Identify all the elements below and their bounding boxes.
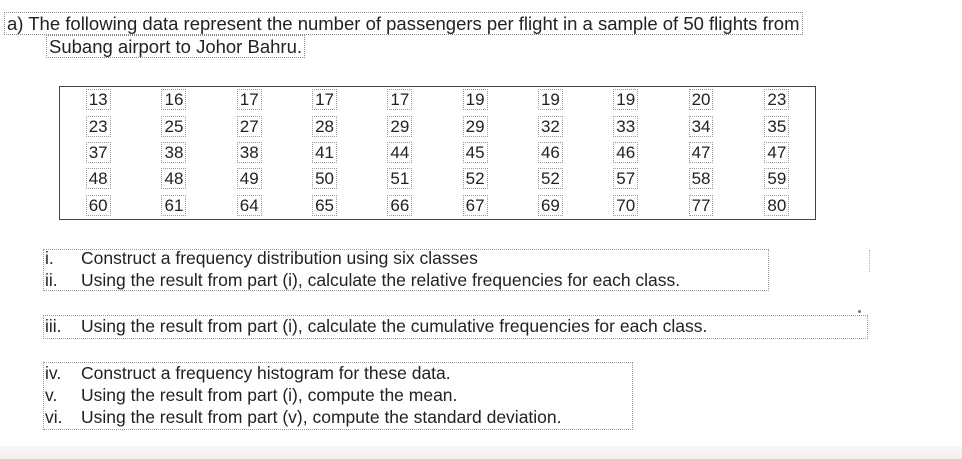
table-cell xyxy=(287,87,362,114)
cell-value: 60 xyxy=(86,195,111,216)
cell-value: 77 xyxy=(689,195,714,216)
cell-value: 17 xyxy=(237,89,262,110)
cell-value: 46 xyxy=(538,142,563,163)
cell-value: 48 xyxy=(86,168,111,189)
cell-value: 23 xyxy=(764,89,789,110)
table-cell xyxy=(287,193,362,220)
table-cell xyxy=(362,193,437,220)
question-ii: ii. Using the result from part (i), calculate the relative frequencies for each class. xyxy=(45,270,681,290)
cell-value: 69 xyxy=(538,195,563,216)
cell-value: 58 xyxy=(689,168,714,189)
table-cell xyxy=(287,166,362,192)
cell-value: 27 xyxy=(237,116,262,137)
cell-value: 67 xyxy=(463,195,488,216)
cell-value: 34 xyxy=(689,116,714,137)
intro-line-1: a) The following data represent the number of passengers per flight in a sample of 50 flights from xyxy=(4,12,803,35)
table-cell xyxy=(437,193,512,220)
table-cell xyxy=(362,166,437,192)
cell-value: 48 xyxy=(161,168,186,189)
cell-value: 17 xyxy=(387,89,412,110)
cell-value: 51 xyxy=(387,168,412,189)
cell-value: 29 xyxy=(463,116,488,137)
divider-line xyxy=(869,250,870,272)
table-cell xyxy=(136,140,211,166)
cell-value: 13 xyxy=(86,89,111,110)
table-cell xyxy=(362,140,437,166)
table-cell xyxy=(739,87,816,114)
table-row xyxy=(60,87,816,114)
cell-value: 57 xyxy=(613,168,638,189)
table-cell xyxy=(287,113,362,139)
intro-line-2: Subang airport to Johor Bahru. xyxy=(46,35,803,58)
cell-value: 64 xyxy=(237,195,262,216)
table-cell xyxy=(60,166,137,192)
cell-value: 47 xyxy=(764,142,789,163)
cell-value: 32 xyxy=(538,116,563,137)
cell-value: 59 xyxy=(764,168,789,189)
table-cell xyxy=(663,166,738,192)
table-cell xyxy=(287,140,362,166)
table-cell xyxy=(663,193,738,220)
cell-value: 35 xyxy=(764,116,789,137)
table-cell xyxy=(437,87,512,114)
cell-value: 38 xyxy=(161,142,186,163)
cell-value: 52 xyxy=(463,168,488,189)
cell-value: 19 xyxy=(538,89,563,110)
cell-value: 46 xyxy=(613,142,638,163)
table-row xyxy=(60,166,816,192)
table-cell xyxy=(588,166,663,192)
table-cell xyxy=(663,140,738,166)
table-cell xyxy=(60,193,137,220)
cell-value: 19 xyxy=(463,89,488,110)
table-cell xyxy=(437,166,512,192)
table-cell xyxy=(588,87,663,114)
cell-value: 37 xyxy=(86,142,111,163)
intro-text xyxy=(4,12,803,58)
cell-value: 29 xyxy=(387,116,412,137)
cell-value: 16 xyxy=(161,89,186,110)
cell-value: 19 xyxy=(613,89,638,110)
cell-value: 17 xyxy=(312,89,337,110)
table-cell xyxy=(136,166,211,192)
table-cell xyxy=(136,113,211,139)
table-cell xyxy=(513,87,588,114)
table-cell xyxy=(513,140,588,166)
table-cell xyxy=(212,140,287,166)
table-cell xyxy=(136,87,211,114)
cell-value: 70 xyxy=(613,195,638,216)
cell-value: 65 xyxy=(312,195,337,216)
table-cell xyxy=(663,87,738,114)
question-vi: vi. Using the result from part (v), compute the standard deviation. xyxy=(45,407,562,427)
table-cell xyxy=(588,140,663,166)
table-cell xyxy=(437,140,512,166)
table-cell xyxy=(136,193,211,220)
question-iv: iv. Construct a frequency histogram for these data. xyxy=(45,363,451,383)
table-cell xyxy=(588,193,663,220)
table-cell xyxy=(60,87,137,114)
table-cell xyxy=(739,166,816,192)
cell-value: 80 xyxy=(764,195,789,216)
cell-value: 25 xyxy=(161,116,186,137)
table-cell xyxy=(739,140,816,166)
table-cell xyxy=(212,113,287,139)
table-cell xyxy=(513,166,588,192)
cell-value: 28 xyxy=(312,116,337,137)
page-bottom-edge xyxy=(0,446,962,459)
table-cell xyxy=(212,166,287,192)
cell-value: 52 xyxy=(538,168,563,189)
question-v: v. Using the result from part (i), compute the mean. xyxy=(45,385,458,405)
table-cell xyxy=(212,193,287,220)
cell-value: 49 xyxy=(237,168,262,189)
cell-value: 61 xyxy=(161,195,186,216)
cell-value: 45 xyxy=(463,142,488,163)
cell-value: 66 xyxy=(387,195,412,216)
table-row xyxy=(60,193,816,220)
cell-value: 33 xyxy=(613,116,638,137)
table-cell xyxy=(513,113,588,139)
table-cell xyxy=(60,140,137,166)
table-cell xyxy=(588,113,663,139)
cell-value: 44 xyxy=(387,142,412,163)
cell-value: 20 xyxy=(689,89,714,110)
cell-value: 47 xyxy=(689,142,714,163)
cell-value: 23 xyxy=(86,116,111,137)
table-row xyxy=(60,140,816,166)
scan-dot xyxy=(858,310,861,313)
table-cell xyxy=(60,113,137,139)
table-cell xyxy=(212,87,287,114)
question-iii: iii. Using the result from part (i), calculate the cumulative frequencies for each class. xyxy=(45,316,708,336)
cell-value: 38 xyxy=(237,142,262,163)
table-cell xyxy=(437,113,512,139)
table-cell xyxy=(513,193,588,220)
table-cell xyxy=(739,113,816,139)
cell-value: 50 xyxy=(312,168,337,189)
cell-value: 41 xyxy=(312,142,337,163)
question-i: i. Construct a frequency distribution using six classes xyxy=(45,248,478,268)
table-cell xyxy=(362,113,437,139)
passenger-data-table xyxy=(59,86,816,220)
table-cell xyxy=(739,193,816,220)
table-cell xyxy=(362,87,437,114)
table-cell xyxy=(663,113,738,139)
table-row xyxy=(60,113,816,139)
